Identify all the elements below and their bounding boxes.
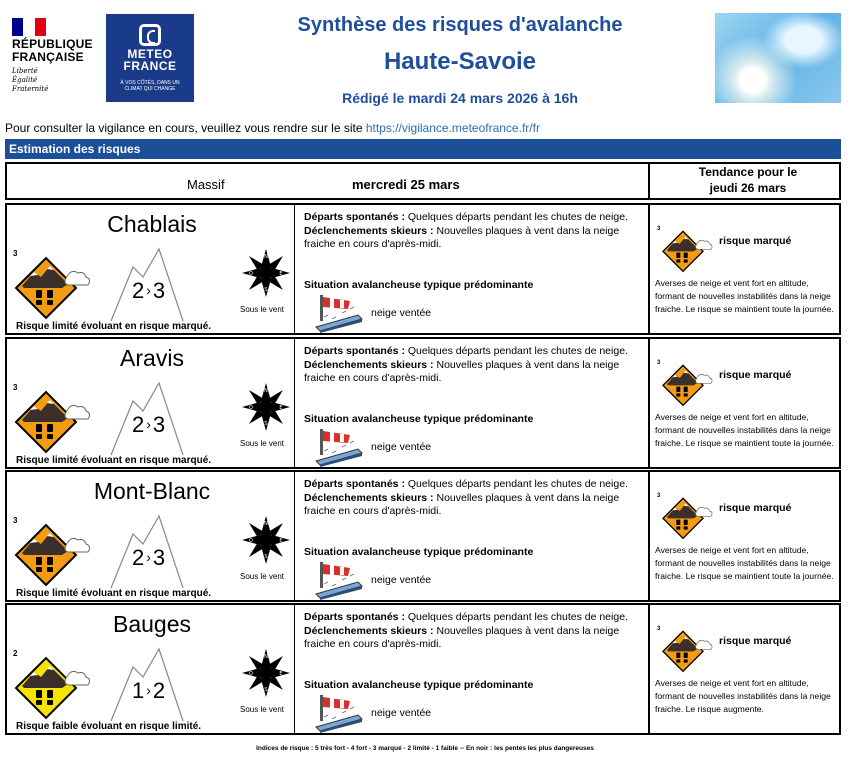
meteo-line2: FRANCE — [123, 59, 177, 73]
republic-motto — [12, 67, 102, 94]
svg-text:N: N — [264, 654, 268, 660]
trend-level-number: 3 — [657, 493, 661, 499]
svg-text:E: E — [279, 671, 283, 677]
risk-level-number: 3 — [13, 516, 18, 525]
situation-title: Situation avalancheuse typique prédominante — [304, 546, 534, 558]
trend-description: Averses de neige et vent fort en altitude, formant de nouvelles instabilités dans la neige fraiche. Le risque se maintient toute la journée. — [655, 412, 834, 448]
situation-name: neige ventée — [371, 307, 432, 319]
svg-text:N: N — [264, 254, 268, 260]
issued-date: Rédigé le mardi 24 mars 2026 à 16h — [342, 90, 578, 106]
situation-title: Situation avalancheuse typique prédominante — [304, 413, 534, 425]
column-divider — [294, 472, 295, 600]
column-divider — [648, 205, 650, 333]
trend-label: risque marqué — [719, 635, 792, 647]
massif-name: Aravis — [120, 345, 184, 371]
lee-side-label: Sous le vent — [240, 705, 285, 714]
risk-arrow: › — [146, 416, 153, 432]
svg-text:E: E — [279, 405, 283, 411]
trend-risk-icon — [659, 361, 715, 407]
windsock-icon — [314, 560, 364, 600]
trend-description: Averses de neige et vent fort en altitude, formant de nouvelles instabilités dans la neige fraiche. Le risque augmente. — [655, 678, 831, 714]
svg-text:S: S — [264, 687, 268, 693]
table-header — [5, 162, 841, 200]
svg-text:N: N — [264, 388, 268, 394]
trend-label: risque marqué — [719, 369, 792, 381]
decl-text: Nouvelles plaques à vent dans la neige fraiche en cours d'après-midi. — [304, 491, 620, 517]
avalanche-risk-icon — [10, 519, 94, 587]
header-day: mercredi 25 mars — [352, 177, 460, 192]
risk-evolution — [132, 412, 167, 438]
risk-level-number: 3 — [13, 383, 18, 392]
risk-to: 3 — [152, 278, 168, 303]
column-divider — [648, 605, 650, 733]
risk-evolution — [132, 678, 167, 704]
risk-to: 3 — [152, 545, 168, 570]
situation-name: neige ventée — [371, 707, 432, 719]
massif-name: Bauges — [112, 611, 191, 637]
compass-rose-icon — [238, 645, 294, 701]
risk-description — [304, 345, 634, 386]
lee-side-label: Sous le vent — [240, 439, 285, 448]
spont-text: Quelques départs pendant les chutes de neige. — [407, 345, 628, 357]
risk-summary: Risque limité évoluant en risque marqué. — [16, 321, 212, 332]
risk-from: 2 — [132, 412, 147, 437]
risk-from: 2 — [132, 278, 147, 303]
meteo-line1: METEO — [127, 47, 173, 61]
risk-from: 1 — [132, 678, 147, 703]
risk-arrow: › — [146, 282, 153, 298]
republique-francaise-logo — [12, 18, 102, 98]
column-divider — [648, 339, 650, 467]
risk-level-number: 3 — [13, 249, 18, 258]
lee-side-label: Sous le vent — [240, 572, 285, 581]
trend-label: risque marqué — [719, 235, 792, 247]
svg-text:N: N — [264, 521, 268, 527]
decl-label: Déclenchements skieurs : — [304, 358, 434, 371]
vigilance-link[interactable]: https://vigilance.meteofrance.fr/fr — [365, 121, 540, 135]
sky-photo — [715, 13, 841, 103]
page-title: Synthèse des risques d'avalanche — [297, 14, 623, 36]
massif-row — [5, 337, 841, 469]
header-trend-line1: Tendance pour le — [698, 165, 798, 179]
header-massif: Massif — [187, 177, 225, 192]
svg-text:E: E — [279, 538, 283, 544]
risk-evolution — [132, 545, 167, 571]
trend-description: Averses de neige et vent fort en altitude, formant de nouvelles instabilités dans la neige fraiche. Le risque se maintient toute la journée. — [655, 545, 834, 581]
situation-title: Situation avalancheuse typique prédominante — [304, 679, 534, 691]
column-divider — [294, 205, 295, 333]
header-trend — [657, 164, 839, 196]
avalanche-risk-icon — [10, 652, 94, 720]
decl-label: Déclenchements skieurs : — [304, 624, 434, 637]
header-divider — [648, 162, 650, 200]
risk-summary: Risque limité évoluant en risque marqué. — [16, 455, 212, 466]
decl-label: Déclenchements skieurs : — [304, 224, 434, 237]
svg-text:E: E — [279, 271, 283, 277]
trend-level-number: 3 — [657, 626, 661, 632]
massif-name: Chablais — [107, 211, 197, 237]
svg-text:O: O — [249, 538, 253, 544]
risk-evolution — [132, 278, 167, 304]
windsock-icon — [314, 693, 364, 733]
meteo-france-mark-icon — [139, 24, 161, 46]
massif-row — [5, 203, 841, 335]
risk-to: 2 — [152, 678, 168, 703]
avalanche-risk-icon — [10, 386, 94, 454]
spont-label: Départs spontanés : — [304, 211, 405, 223]
spont-label: Départs spontanés : — [304, 611, 405, 623]
decl-text: Nouvelles plaques à vent dans la neige fraiche en cours d'après-midi. — [304, 224, 620, 250]
situation-name: neige ventée — [371, 441, 432, 453]
svg-text:O: O — [249, 671, 253, 677]
spont-label: Départs spontanés : — [304, 345, 405, 357]
risk-arrow: › — [146, 682, 153, 698]
compass-rose-icon — [238, 245, 294, 301]
decl-text: Nouvelles plaques à vent dans la neige fraiche en cours d'après-midi. — [304, 358, 620, 384]
risk-arrow: › — [146, 549, 153, 565]
header-trend-line2: jeudi 26 mars — [709, 181, 787, 195]
consult-text: Pour consulter la vigilance en cours, veuillez vous rendre sur le site — [5, 121, 363, 135]
risk-level-number: 2 — [13, 649, 18, 658]
situation-name: neige ventée — [371, 574, 432, 586]
column-divider — [294, 605, 295, 733]
avalanche-risk-icon — [10, 252, 94, 320]
massif-row — [5, 470, 841, 602]
risk-description — [304, 478, 634, 519]
french-flag-icon — [12, 18, 46, 36]
motto-fraternite: Fraternité — [12, 85, 49, 93]
motto-liberte: Liberté — [12, 67, 38, 75]
risk-summary: Risque faible évoluant en risque limité. — [16, 721, 202, 732]
svg-text:S: S — [264, 287, 268, 293]
column-divider — [294, 339, 295, 467]
massif-name: Mont-Blanc — [93, 478, 211, 504]
situation-title: Situation avalancheuse typique prédominante — [304, 279, 534, 291]
trend-risk-icon — [659, 227, 715, 273]
spont-text: Quelques départs pendant les chutes de neige. — [407, 211, 628, 223]
region-title: Haute-Savoie — [383, 48, 537, 75]
republic-name-line2: FRANÇAISE — [12, 50, 84, 64]
svg-text:S: S — [264, 421, 268, 427]
trend-risk-icon — [659, 494, 715, 540]
meteo-tagline: À VOS CÔTÉS, DANS UN CLIMAT QUI CHANGE — [120, 80, 180, 92]
risk-summary: Risque limité évoluant en risque marqué. — [16, 588, 212, 599]
risk-description — [304, 211, 634, 252]
lee-side-label: Sous le vent — [240, 305, 285, 314]
republic-name-line1: RÉPUBLIQUE — [12, 37, 93, 51]
column-divider — [648, 472, 650, 600]
section-title-bar: Estimation des risques — [5, 139, 841, 159]
windsock-icon — [314, 427, 364, 467]
decl-text: Nouvelles plaques à vent dans la neige fraiche en cours d'après-midi. — [304, 624, 620, 650]
trend-level-number: 3 — [657, 360, 661, 366]
meteo-france-logo — [106, 14, 194, 102]
compass-rose-icon — [238, 512, 294, 568]
trend-level-number: 3 — [657, 226, 661, 232]
risk-to: 3 — [152, 412, 168, 437]
massif-row — [5, 603, 841, 735]
footer-legend: Indices de risque : 5 très fort - 4 fort - 3 marqué - 2 limité - 1 faible -- En noir : les pentes les plus dangereuses — [256, 745, 594, 752]
compass-rose-icon — [238, 379, 294, 435]
republic-name — [12, 38, 102, 64]
trend-risk-icon — [659, 627, 715, 673]
decl-label: Déclenchements skieurs : — [304, 491, 434, 504]
spont-text: Quelques départs pendant les chutes de neige. — [407, 611, 628, 623]
consult-line — [5, 121, 540, 135]
motto-egalite: Égalité — [12, 76, 38, 84]
spont-label: Départs spontanés : — [304, 478, 405, 490]
windsock-icon — [314, 293, 364, 333]
spont-text: Quelques départs pendant les chutes de neige. — [407, 478, 628, 490]
svg-text:O: O — [249, 271, 253, 277]
svg-text:S: S — [264, 554, 268, 560]
svg-text:O: O — [249, 405, 253, 411]
trend-label: risque marqué — [719, 502, 792, 514]
trend-description: Averses de neige et vent fort en altitude, formant de nouvelles instabilités dans la neige fraiche. Le risque se maintient toute la journée. — [655, 278, 834, 314]
risk-from: 2 — [132, 545, 147, 570]
risk-description — [304, 611, 634, 652]
